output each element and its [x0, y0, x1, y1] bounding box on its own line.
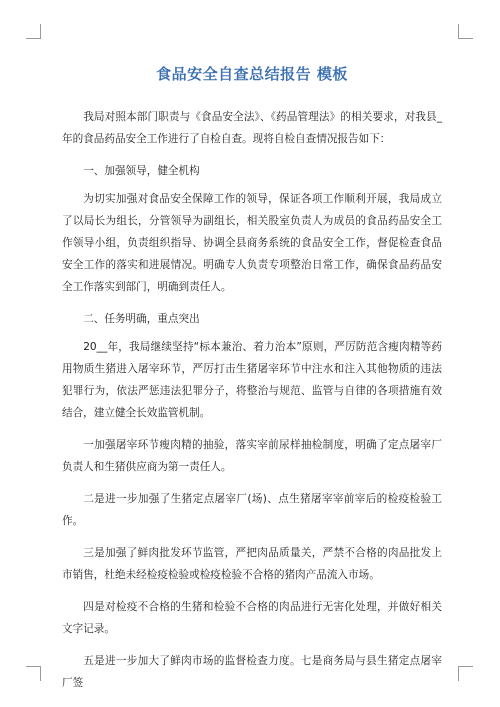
measure-paragraph-1: 一加强屠宰环节瘦肉精的抽验，落实宰前尿样抽检制度，明确了定点屠宰厂负责人和生猪供应商为第一责任人。 [62, 439, 442, 473]
measure-paragraph-5: 五是进一步加大了鲜肉市场的监督检查力度。七是商务局与县生猪定点屠宰厂签 [62, 655, 442, 689]
document-page [62, 62, 442, 704]
crop-mark-top-right [458, 24, 473, 39]
crop-mark-bottom-right [458, 666, 473, 681]
section-heading-1: 一、加强领导，健全机构 [83, 165, 200, 177]
measure-paragraph-4: 四是对检疫不合格的生猪和检验不合格的肉品进行无害化处理，并做好相关文字记录。 [62, 601, 442, 635]
measure-paragraph-3: 三是加强了鲜肉批发环节监管，严把肉品质量关，严禁不合格的肉品批发上市销售，杜绝未经检疫检验或检疫检验不合格的猪肉产品流入市场。 [62, 547, 442, 581]
measure-paragraph-2: 二是进一步加强了生猪定点屠宰厂(场)、点生猪屠宰宰前宰后的检疫检验工作。 [62, 493, 442, 527]
section-heading-2: 二、任务明确，重点突出 [83, 313, 200, 325]
section-2-paragraph: 20__年，我局继续坚持“标本兼治、着力治本”原则，严厉防范含瘦肉精等药用物质生猪进入屠宰环节，严厉打击生猪屠宰环节中注水和注入其他物质的违法犯罪行为，依法严惩违法犯罪分子，将整治与规范、监管与自律的各项措施有效结合，建立健全长效监管机制。 [62, 341, 442, 419]
document-title: 食品安全自查总结报告 模板 [156, 65, 348, 83]
crop-mark-bottom-left [26, 666, 41, 681]
crop-mark-top-left [26, 24, 41, 39]
intro-paragraph: 我局对照本部门职责与《食品安全法》、《药品管理法》的相关要求，对我县_年的食品药品安全工作进行了自检自查。现将自检自查情况报告如下： [62, 111, 442, 145]
section-1-paragraph: 为切实加强对食品安全保障工作的领导，保证各项工作顺利开展，我局成立了以局长为组长，分管领导为副组长，相关股室负责人为成员的食品药品安全工作领导小组，负责组织指导、协调全县商务系统的食品安全工作，督促检查食品安全工作的落实和进展情况。明确专人负责专项整治日常工作，确保食品药品安全工作落实到部门，明确到责任人。 [62, 193, 442, 293]
